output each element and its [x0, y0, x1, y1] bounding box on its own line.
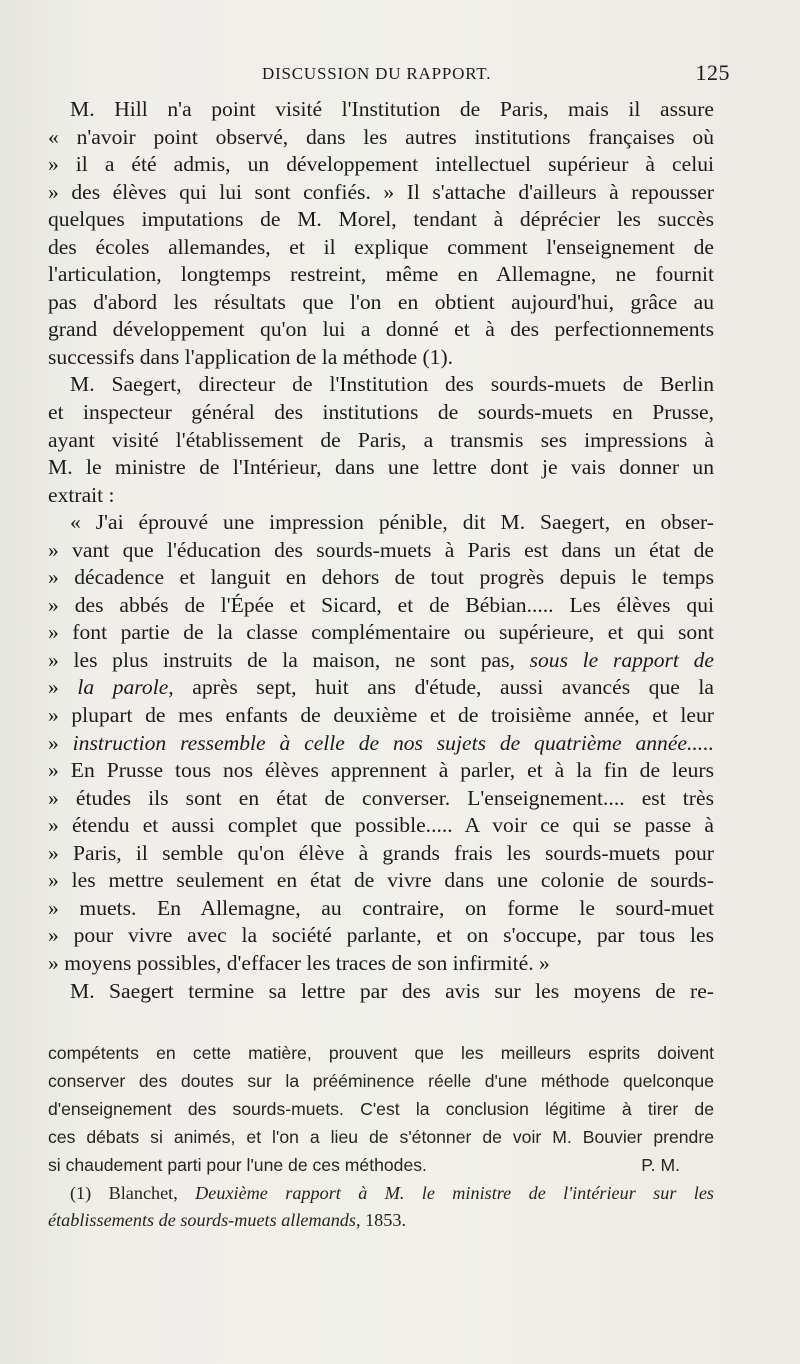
note-line: conserver des doutes sur la prééminence réelle d'une méthode quelconque [48, 1070, 714, 1091]
text-run: » [48, 730, 73, 755]
text-line: M. Hill n'a point visité l'Institution de Paris, mais il assure [70, 97, 714, 121]
text-line: M. le ministre de l'Intérieur, dans une lettre dont je vais donner un [48, 455, 714, 480]
page-number: 125 [695, 60, 730, 85]
main-text [48, 96, 714, 1005]
text-line: » décadence et languit en dehors de tout progrès depuis le temps [48, 565, 714, 590]
note-line [48, 1152, 714, 1180]
text-line: » vant que l'éducation des sourds-muets à Paris est dans un état de [48, 537, 714, 562]
text-line: extrait : [48, 482, 115, 507]
text-line: pas d'abord les résultats que l'on en obtient aujourd'hui, grâce au [48, 289, 714, 314]
text-line: » En Prusse tous nos élèves apprennent à parler, et à la fin de leurs [48, 758, 714, 783]
running-title: DISCUSSION DU RAPPORT. [262, 64, 492, 83]
text-line: » les mettre seulement en état de vivre dans une colonie de sourds- [48, 868, 714, 893]
text-line: successifs dans l'application de la méthode (1). [48, 344, 454, 369]
text-run: » [48, 675, 78, 700]
note-line: d'enseignement des sourds-muets. C'est la conclusion légitime à tirer de [48, 1098, 714, 1119]
paragraph-hill [48, 96, 714, 371]
text-line: » font partie de la classe complémentaire ou supérieure, et qui sont [48, 620, 714, 645]
text-line [48, 647, 714, 675]
text-line: » des abbés de l'Épée et Sicard, et de Bébian..... Les élèves qui [48, 592, 714, 617]
text-line: quelques imputations de M. Morel, tendant à déprécier les succès [48, 207, 714, 232]
text-line: M. Saegert termine sa lettre par des avis sur les moyens de re- [70, 978, 714, 1003]
text-line: » Paris, il semble qu'on élève à grands frais les sourds-muets pour [48, 840, 714, 865]
text-run: » les plus instruits de la maison, ne sont pas, [48, 647, 530, 672]
footnote-1 [48, 1180, 714, 1208]
page-header [48, 60, 730, 88]
text-line: grand développement qu'on lui a donné et à des perfectionnements [48, 317, 714, 342]
text-line: des écoles allemandes, et il explique comment l'enseignement de [48, 234, 714, 259]
text-line: » études ils sont en état de converser. L'enseignement.... est très [48, 785, 714, 810]
paragraph-saegert-closing [48, 978, 714, 1006]
text-line: et inspecteur général des institutions de sourds-muets en Prusse, [48, 400, 714, 425]
text-line: » plupart de mes enfants de deuxième et de troisième année, et leur [48, 703, 714, 728]
text-line: » pour vivre avec la société parlante, et on s'occupe, par tous les [48, 923, 714, 948]
italic-run: sous le rapport de [529, 647, 715, 672]
text-line: l'articulation, longtemps restreint, même en Allemagne, ne fournit [48, 262, 714, 287]
note-line: ces débats si animés, et l'on a lieu de s'étonner de voir M. Bouvier prendre [48, 1126, 714, 1147]
text-line: » il a été admis, un développement intellectuel supérieur à celui [48, 152, 714, 177]
text-line: » muets. En Allemagne, au contraire, on forme le sourd-muet [48, 895, 714, 920]
text-line: » moyens possibles, d'effacer les traces de son infirmité. » [48, 950, 550, 975]
footnote-title-cont: établissements de sourds-muets allemands [48, 1210, 356, 1231]
text-line [48, 674, 714, 702]
italic-run: instruction ressemble à celle de nos sujets de quatrième année..... [72, 730, 714, 755]
text-line: « J'ai éprouvé une impression pénible, dit M. Saegert, en obser- [70, 510, 714, 535]
paragraph-saegert-intro [48, 371, 714, 509]
footnote-1-cont [48, 1207, 714, 1235]
footnote-year: , 1853. [355, 1210, 406, 1231]
text-run: , après sept, huit ans d'étude, aussi avancés que la [168, 675, 714, 700]
text-line: « n'avoir point observé, dans les autres institutions françaises où [48, 124, 714, 149]
text-line: » des élèves qui lui sont confiés. » Il s'attache d'ailleurs à repousser [48, 179, 714, 204]
note-signature: P. M. [641, 1154, 680, 1175]
text-line: » étendu et aussi complet que possible..... A voir ce qui se passe à [48, 813, 714, 838]
paragraph-saegert-quote [48, 509, 714, 977]
note-line: compétents en cette matière, prouvent que les meilleurs esprits doivent [48, 1043, 714, 1063]
text-line: M. Saegert, directeur de l'Institution des sourds-muets de Berlin [70, 372, 714, 397]
footnote-title: Deuxième rapport à M. le ministre de l'intérieur sur les [195, 1182, 714, 1203]
note-text: si chaudement parti pour l'une de ces méthodes. [48, 1154, 427, 1175]
text-line: ayant visité l'établissement de Paris, a transmis ses impressions à [48, 427, 714, 452]
footnote-marker: (1) Blanchet, [70, 1182, 196, 1203]
italic-run: la parole [77, 675, 169, 700]
text-line [48, 730, 714, 758]
footnotes [48, 1040, 714, 1235]
